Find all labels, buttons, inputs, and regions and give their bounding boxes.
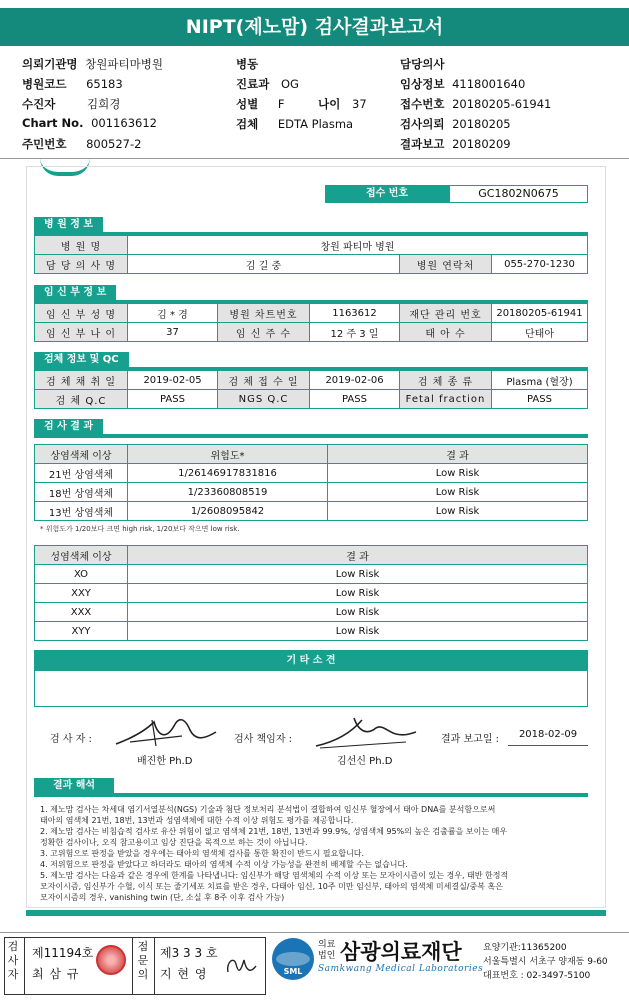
autosome-risk: 1/23360808519 — [128, 483, 328, 502]
doctor-name-value: 김 길 중 — [128, 255, 400, 274]
specimen-qc-label: 검 체 Q.C — [35, 390, 128, 409]
confirm-vertical-label: 점문의 — [137, 940, 149, 981]
director-name: 김선신 Ph.D — [337, 756, 393, 767]
contact-value: 055-270-1230 — [492, 255, 588, 274]
fetus-count-value: 단태아 — [492, 323, 588, 342]
fetal-fraction-value: PASS — [492, 390, 588, 409]
org-info — [483, 941, 608, 983]
sml-logo-wave — [276, 952, 310, 966]
qc-table — [34, 370, 588, 409]
risk-footnote: * 위험도가 1/20보다 크면 high risk, 1/20보다 작으면 low risk. — [40, 525, 240, 533]
doctor-label: 담당의사 — [400, 57, 445, 71]
specimen-qc-value: PASS — [128, 390, 218, 409]
hospital-name-label: 병 원 명 — [35, 236, 128, 255]
header-col-1 — [22, 56, 163, 156]
sex-chrom-name: XXX — [35, 603, 128, 622]
other-findings-box — [34, 671, 588, 707]
mother-name-value: 김 * 경 — [128, 304, 218, 323]
ngs-qc-value: PASS — [310, 390, 400, 409]
ward-label: 병동 — [236, 57, 259, 71]
receive-date-value: 2019-02-06 — [310, 371, 400, 390]
autosome-result: Low Risk — [328, 502, 588, 521]
autosome-result: Low Risk — [328, 483, 588, 502]
chart-label: Chart No. — [22, 116, 84, 130]
institution-label: 의뢰기관명 — [22, 57, 78, 71]
sml-logo-text: SML — [283, 967, 303, 976]
hospital-code-value: 65183 — [86, 77, 123, 91]
sex-chrom-name: XXY — [35, 584, 128, 603]
hospital-table — [34, 235, 588, 274]
interp-line: 모자이시즘, 임신부가 수혈, 이식 또는 줄기세포 치료를 받은 경우, 다태아 임신, 10주 미만 임신부, 태아의 염색체 미세결실/중복 혹은 — [40, 882, 503, 891]
confirm-license: 제3 3 3 호 — [160, 946, 218, 960]
org-address: 서울특별시 서초구 양재동 9-60 — [483, 957, 608, 967]
manage-number-label: 재단 관리 번호 — [400, 304, 492, 323]
col-risk: 위험도* — [128, 445, 328, 464]
autosome-name: 18번 상염색체 — [35, 483, 128, 502]
fetal-fraction-label: Fetal fraction — [400, 390, 492, 409]
confirm-signature — [222, 952, 260, 980]
chart-value: 001163612 — [91, 116, 157, 130]
tester-label: 검 사 자 : — [50, 734, 92, 745]
sex-chrom-result: Low Risk — [128, 584, 588, 603]
header-divider — [0, 158, 629, 159]
specimen-value: EDTA Plasma — [277, 117, 354, 131]
tester-vertical-label: 검사자 — [7, 940, 19, 981]
chart-number-value: 1163612 — [310, 304, 400, 323]
col-autosome: 상염색체 이상 — [35, 445, 128, 464]
interpretation-list — [40, 804, 588, 903]
specimen-type-value: Plasma (혈장) — [492, 371, 588, 390]
table-row — [35, 603, 588, 622]
sex-chromosome-table — [34, 545, 588, 641]
table-row — [35, 464, 588, 483]
col-sex-chrom: 성염색체 이상 — [35, 546, 128, 565]
manage-number-value: 20180205-61941 — [492, 304, 588, 323]
hospital-code-label: 병원코드 — [22, 77, 67, 91]
seal-stamp — [96, 945, 126, 975]
col-result: 결 과 — [328, 445, 588, 464]
tester-name: 배진한 Ph.D — [137, 756, 193, 767]
interp-line: 3. 고위험으로 판정을 받았을 경우에는 태아의 염색체 검사를 통한 확진이 반드시 필요합니다. — [40, 849, 365, 858]
age-label: 나이 — [318, 97, 341, 111]
tester-signature — [112, 712, 222, 750]
sex-chrom-result: Low Risk — [128, 622, 588, 641]
tester-license: 제11194호 — [32, 946, 94, 960]
col-sex-result: 결 과 — [128, 546, 588, 565]
accession-label: 접수번호 — [400, 97, 445, 111]
age-value: 37 — [352, 97, 367, 111]
clinical-value: 4118001640 — [452, 77, 526, 91]
section-bar — [34, 793, 588, 797]
institution-value: 창원파티마병원 — [85, 57, 163, 71]
reception-label: 접수 번호 — [325, 185, 449, 203]
autosome-result: Low Risk — [328, 464, 588, 483]
sex-label: 성별 — [236, 97, 259, 111]
sex-chrom-name: XYY — [35, 622, 128, 641]
divider — [132, 937, 133, 995]
table-row — [35, 483, 588, 502]
accession-value: 20180205-61941 — [452, 97, 552, 111]
hospital-section-title: 병 원 정 보 — [34, 217, 103, 233]
table-row — [35, 502, 588, 521]
dept-label: 진료과 — [236, 77, 270, 91]
mother-age-value: 37 — [128, 323, 218, 342]
director-label: 검사 책임자 : — [234, 734, 293, 745]
collect-date-label: 검 체 채 취 일 — [35, 371, 128, 390]
sex-chrom-result: Low Risk — [128, 603, 588, 622]
report-date-label: 결과 보고일 : — [441, 734, 500, 745]
org-name: 삼광의료재단 — [340, 940, 462, 964]
autosome-name: 21번 상염색체 — [35, 464, 128, 483]
request-value: 20180205 — [452, 117, 511, 131]
interpretation-title: 결과 해석 — [34, 778, 114, 794]
autosome-risk: 1/26146917831816 — [128, 464, 328, 483]
mother-table — [34, 303, 588, 342]
org-prefix-2: 법인 — [318, 951, 336, 961]
table-row — [35, 584, 588, 603]
report-bottom-bar — [26, 910, 606, 916]
header-col-2 — [236, 56, 367, 136]
table-row — [35, 622, 588, 641]
sex-value: F — [277, 97, 285, 111]
specimen-type-label: 검 체 종 류 — [400, 371, 492, 390]
interp-line: 2. 제노맘 검사는 비침습적 검사로 유산 위험이 없고 염색체 21번, 18번, 13번과 99.9%, 성염색체 95%의 높은 검출률을 보이는 매우 — [40, 827, 508, 836]
receive-date-label: 검 체 접 수 일 — [218, 371, 310, 390]
autosome-name: 13번 상염색체 — [35, 502, 128, 521]
report-label: 결과보고 — [400, 137, 445, 151]
tester-head-name: 최 삼 규 — [32, 967, 80, 981]
autosome-risk: 1/2608095842 — [128, 502, 328, 521]
section-bar — [34, 434, 588, 438]
chart-number-label: 병원 차트번호 — [218, 304, 310, 323]
sex-chrom-result: Low Risk — [128, 565, 588, 584]
divider — [24, 937, 25, 995]
clinical-label: 임상정보 — [400, 77, 445, 91]
confirm-head-name: 지 현 영 — [160, 967, 208, 981]
rrn-value: 800527-2 — [86, 137, 142, 151]
dept-value: OG — [280, 77, 299, 91]
report-title: NIPT(제노맘) 검사결과보고서 — [0, 8, 629, 46]
mother-section-title: 임 신 부 정 보 — [34, 285, 116, 301]
weeks-label: 임 신 주 수 — [218, 323, 310, 342]
table-row — [35, 565, 588, 584]
mother-name-label: 임 신 부 성 명 — [35, 304, 128, 323]
org-phone: 대표번호 : 02-3497-5100 — [483, 971, 591, 981]
collect-date-value: 2019-02-05 — [128, 371, 218, 390]
request-label: 검사의뢰 — [400, 117, 445, 131]
interp-line: 1. 제노맘 검사는 차세대 염기서열분석(NGS) 기술과 첨단 정보처리 분석법이 결합하여 임신부 혈장에서 태아 DNA를 분석함으로써 — [40, 805, 496, 814]
interp-line: 정확한 검사이나, 오직 참고용이고 임상 진단을 목적으로 하는 것이 아닙니다. — [40, 838, 308, 847]
fetus-count-label: 태 아 수 — [400, 323, 492, 342]
divider — [154, 937, 155, 995]
patient-value: 김희경 — [86, 97, 121, 111]
other-findings-title: 기 타 소 견 — [34, 650, 588, 671]
header-col-3 — [400, 56, 551, 156]
result-section-title: 검 사 결 과 — [34, 419, 103, 435]
specimen-label: 검체 — [236, 117, 259, 131]
autosome-table — [34, 444, 588, 521]
sex-chrom-name: XO — [35, 565, 128, 584]
org-prefix-1: 의료 — [318, 940, 336, 950]
qc-section-title: 검체 정보 및 QC — [34, 352, 129, 368]
patient-label: 수진자 — [22, 97, 56, 111]
org-code: 요양기관:11365200 — [483, 943, 567, 953]
rrn-label: 주민번호 — [22, 137, 67, 151]
report-value: 20180209 — [452, 137, 511, 151]
reception-number: GC1802N0675 — [449, 185, 588, 203]
hospital-name-value: 창원 파티마 병원 — [128, 236, 588, 255]
interp-line: 4. 저위험으로 판정을 받았다고 하더라도 태아의 염색체 수적 이상 가능성을 완전히 배제할 수는 없습니다. — [40, 860, 408, 869]
doctor-name-label: 담 당 의 사 명 — [35, 255, 128, 274]
org-prefix — [318, 940, 335, 962]
interp-line: 모자이시즘의 경우, vanishing twin (단, 소실 후 8주 이후 검사 가능) — [40, 893, 285, 902]
weeks-value: 12 주 3 일 — [310, 323, 400, 342]
mother-age-label: 임 신 부 나 이 — [35, 323, 128, 342]
contact-label: 병원 연락처 — [400, 255, 492, 274]
director-signature — [310, 712, 420, 752]
org-english-name: Samkwang Medical Laboratories — [318, 964, 484, 974]
ngs-qc-label: NGS Q.C — [218, 390, 310, 409]
interp-line: 5. 제노맘 검사는 다음과 같은 경우에 한계를 나타냅니다: 임신부가 해당 염색체의 수적 이상 또는 모자이시즘이 있는 경우, 태반 한정적 — [40, 871, 509, 880]
report-date-value: 2018-02-09 — [508, 724, 588, 746]
interp-line: 태아의 염색체 21번, 18번, 13번과 성염색체에 대한 수적 이상 위험도 평가를 제공합니다. — [40, 816, 354, 825]
